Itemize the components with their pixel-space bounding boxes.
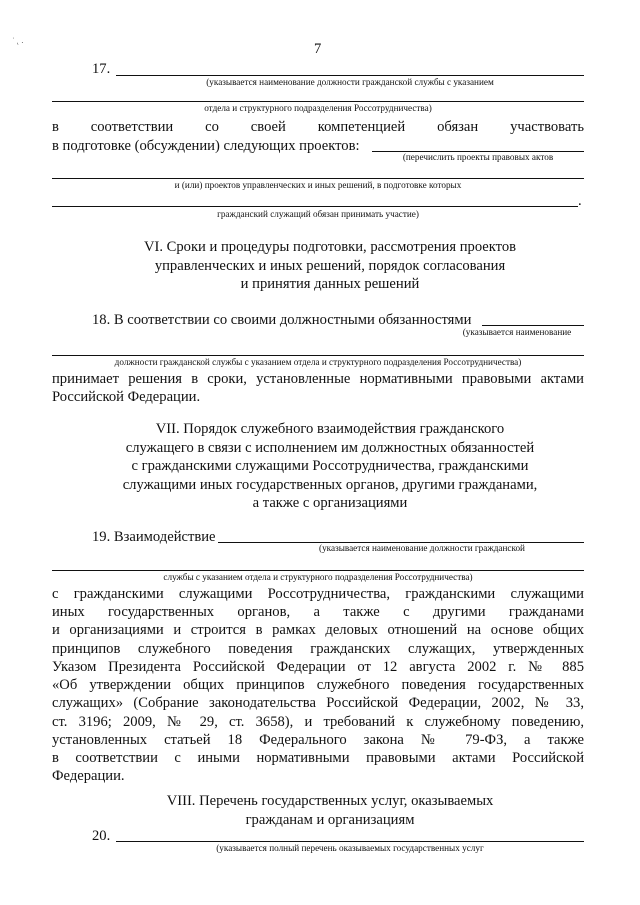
item-17-text-1: в соответствии со своей компетенцией обязан участвовать: [52, 119, 584, 135]
scan-specks: ˙ ˛ .: [12, 36, 24, 45]
item-17-fill-line-2: [52, 101, 584, 102]
item-19-caption-1: (указывается наименование должности гражданской: [319, 543, 525, 553]
section-6-title: [50, 238, 610, 294]
item-19-paragraph-line: в соответствии с иными нормативными правовыми актами Российской: [52, 750, 584, 766]
item-19-caption-2: службы с указанием отдела и структурного подразделения Россотрудничества): [163, 572, 473, 582]
section-6-title-line: и принятия данных решений: [240, 276, 420, 292]
item-19-paragraph-line: «Об утверждении общих принципов служебного поведения государственных: [52, 677, 584, 693]
section-7-title: [50, 420, 610, 513]
item-18-caption-2: должности гражданской службы с указанием отдела и структурного подразделения Россотрудничества): [114, 357, 522, 367]
item-20-caption-1: (указывается полный перечень оказываемых государственных услуг: [216, 843, 484, 853]
item-20-number: 20.: [92, 828, 111, 844]
section-7-title-line: а также с организациями: [252, 495, 408, 511]
item-17-number: 17.: [92, 61, 111, 77]
item-18-fill-line-2: [52, 355, 584, 356]
item-19-paragraph-last-line: Федерации.: [52, 768, 125, 784]
item-17-period: .: [578, 193, 582, 209]
item-19-paragraph-line: служащих» (Собрание законодательства Российской Федерации, 2002, № 33,: [52, 695, 584, 711]
section-7-title-line: VII. Порядок служебного взаимодействия гражданского: [155, 421, 505, 437]
item-17-caption-4: и (или) проектов управленческих и иных решений, в подготовке которых: [174, 180, 462, 190]
section-7-title-line: с гражданскими служащими Россотрудничества, гражданскими: [131, 458, 529, 474]
item-20-fill-line: [116, 841, 584, 842]
item-18-text-3: Российской Федерации.: [52, 389, 201, 405]
item-17-fill-line-5: [52, 206, 578, 207]
section-8-title-line: гражданам и организациям: [245, 811, 415, 828]
item-17-caption-3: (перечислить проекты правовых актов: [402, 152, 554, 162]
page-number: 7: [314, 41, 322, 57]
item-17-text-2: в подготовке (обсуждении) следующих проектов:: [52, 138, 360, 154]
item-17-caption-5: гражданский служащий обязан принимать участие): [217, 209, 419, 219]
item-19-paragraph-line: и организациями и строится в рамках деловых отношений на основе общих: [52, 622, 584, 638]
item-19-paragraph-line: с гражданскими служащими Россотрудничества, гражданскими служащими: [52, 586, 584, 602]
item-18-caption-1: (указывается наименование: [462, 327, 572, 337]
item-17-fill-line-4: [52, 178, 584, 179]
item-19-paragraph-line: Указом Президента Российской Федерации от 12 августа 2002 г. № 885: [52, 659, 584, 675]
section-7-title-line: служащего в связи с исполнением им должностных обязанностей: [125, 439, 535, 456]
item-19-paragraph-line: установленных статьей 18 Федерального закона № 79-ФЗ, а также: [52, 732, 584, 748]
section-8-title-line: VIII. Перечень государственных услуг, оказываемых: [166, 793, 494, 809]
section-6-title-line: управленческих и иных решений, порядок согласования: [154, 257, 506, 274]
item-18-fill-line: [482, 325, 584, 326]
item-17-fill-line: [116, 75, 584, 76]
item-19-fill-line-2: [52, 570, 584, 571]
section-7-title-line: служащими иных государственных органов, другими гражданами,: [122, 476, 538, 493]
section-6-title-line: VI. Сроки и процедуры подготовки, рассмотрения проектов: [143, 239, 517, 255]
item-19-paragraph-line: иных государственных органов, а также с другими гражданами: [52, 604, 584, 620]
item-18-text-2: принимает решения в сроки, установленные нормативными правовыми актами: [52, 371, 584, 387]
section-8-title: [50, 792, 610, 829]
item-17-caption-1: (указывается наименование должности гражданской службы с указанием: [206, 77, 494, 87]
item-19-paragraph-line: принципов служебного поведения гражданских служащих, утвержденных: [52, 641, 584, 657]
item-19-paragraph-line: ст. 3196; 2009, № 29, ст. 3658), и требований к служебному поведению,: [52, 714, 584, 730]
item-18-text-1: 18. В соответствии со своими должностными обязанностями: [92, 312, 472, 328]
item-19-text-1: 19. Взаимодействие: [92, 529, 216, 545]
item-17-caption-2: отдела и структурного подразделения Россотрудничества): [204, 103, 432, 113]
